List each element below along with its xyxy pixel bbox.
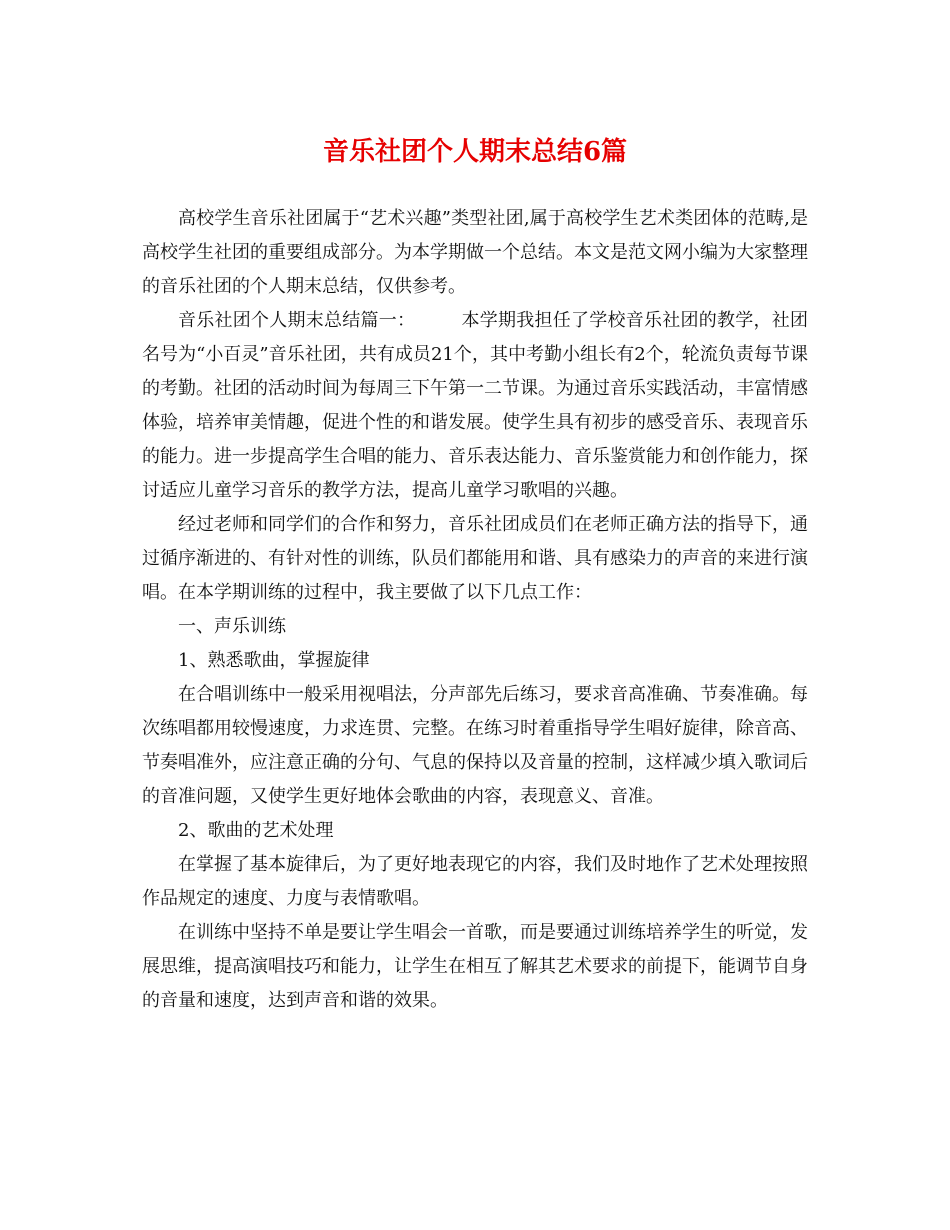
paragraph-4: 在掌握了基本旋律后，为了更好地表现它的内容，我们及时地作了艺术处理按照作品规定的速度、力度与表情歌唱。 bbox=[142, 854, 808, 909]
document-body bbox=[142, 202, 808, 1018]
section1-text: 本学期我担任了学校音乐社团的教学，社团名号为“小百灵”音乐社团，共有成员21个，其中考勤小组长有2个，轮流负责每节课的考勤。社团的活动时间为每周三下午第一二节课。为通过音乐实践活动，丰富情感体验，培养审美情趣，促进个性的和谐发展。使学生具有初步的感受音乐、表现音乐的能力。进一步提高学生合唱的能力、音乐表达能力、音乐鉴赏能力和创作能力，探讨适应儿童学习音乐的教学方法，提高儿童学习歌唱的兴趣。 bbox=[142, 310, 808, 501]
document-title: 音乐社团个人期末总结6篇 bbox=[322, 137, 628, 167]
section1-heading: 音乐社团个人期末总结篇一： bbox=[178, 310, 416, 331]
section1-paragraph bbox=[142, 304, 808, 508]
paragraph-5: 在训练中坚持不单是要让学生唱会一首歌，而是要通过训练培养学生的听觉，发展思维，提高演唱技巧和能力，让学生在相互了解其艺术要求的前提下，能调节自身的音量和速度，达到声音和谐的效果。 bbox=[142, 922, 808, 1011]
intro-paragraph: 高校学生音乐社团属于“艺术兴趣”类型社团,属于高校学生艺术类团体的范畴,是高校学生社团的重要组成部分。为本学期做一个总结。本文是范文网小编为大家整理的音乐社团的个人期末总结，仅供参考。 bbox=[142, 208, 808, 297]
paragraph-2: 经过老师和同学们的合作和努力，音乐社团成员们在老师正确方法的指导下，通过循序渐进的、有针对性的训练，队员们都能用和谐、具有感染力的声音的来进行演唱。在本学期训练的过程中，我主要做了以下几点工作： bbox=[142, 514, 808, 603]
heading-item-2: 2、歌曲的艺术处理 bbox=[178, 820, 334, 841]
paragraph-3: 在合唱训练中一般采用视唱法，分声部先后练习，要求音高准确、节奏准确。每次练唱都用较慢速度，力求连贯、完整。在练习时着重指导学生唱好旋律，除音高、节奏唱准外，应注意正确的分句、气息的保持以及音量的控制，这样减少填入歌词后的音准问题，又使学生更好地体会歌曲的内容，表现意义、音准。 bbox=[142, 684, 808, 807]
heading-item-1: 1、熟悉歌曲，掌握旋律 bbox=[178, 650, 370, 671]
heading-vocal-training: 一、声乐训练 bbox=[178, 616, 286, 637]
